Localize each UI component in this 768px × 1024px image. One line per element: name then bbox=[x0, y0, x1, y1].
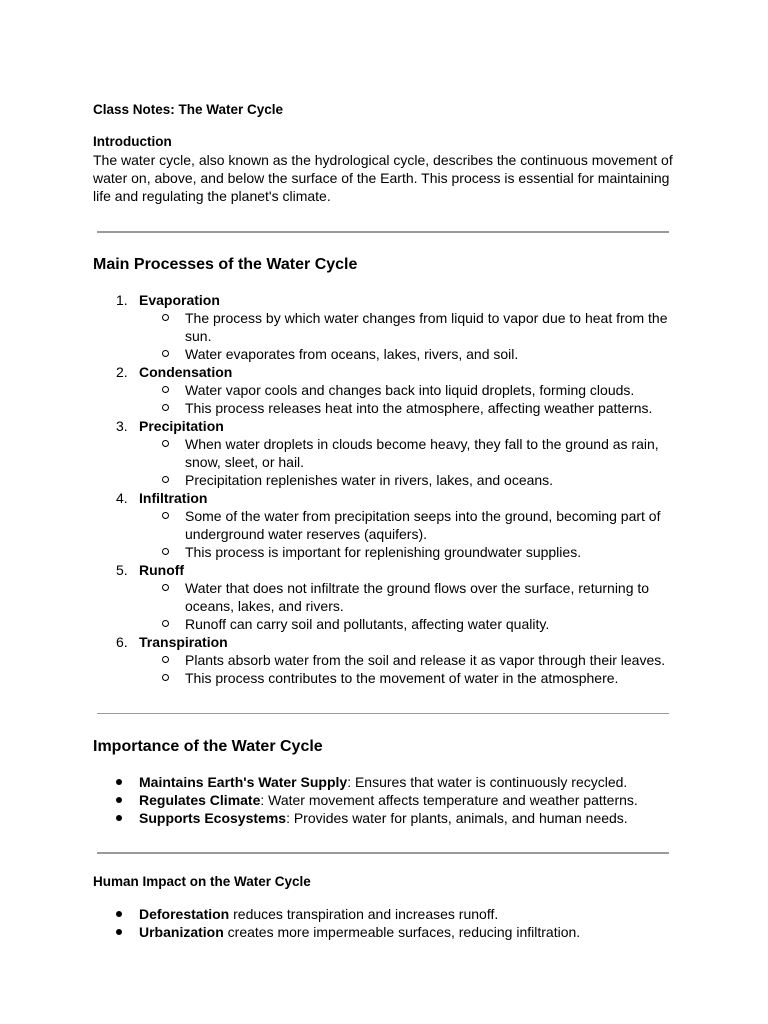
section-divider bbox=[97, 713, 669, 714]
process-item bbox=[93, 561, 683, 633]
process-name: Condensation bbox=[139, 364, 233, 380]
process-points bbox=[139, 579, 683, 633]
document-title: Class Notes: The Water Cycle bbox=[93, 102, 284, 117]
process-number: 6. bbox=[116, 634, 128, 650]
list-item bbox=[93, 773, 683, 791]
importance-term: Supports Ecosystems bbox=[139, 810, 287, 826]
impact-term: Urbanization bbox=[139, 924, 224, 940]
importance-list bbox=[93, 773, 683, 827]
process-number: 2. bbox=[116, 364, 128, 380]
list-item: When water droplets in clouds become heavy, they fall to the ground as rain, snow, sleet, or hail. bbox=[139, 435, 683, 471]
list-item bbox=[93, 905, 683, 923]
process-name: Transpiration bbox=[139, 634, 228, 650]
process-item bbox=[93, 417, 683, 489]
list-item bbox=[93, 809, 683, 827]
process-item bbox=[93, 489, 683, 561]
list-item: Water that does not infiltrate the ground flows over the surface, returning to oceans, lakes, and rivers. bbox=[139, 579, 683, 615]
list-item bbox=[93, 791, 683, 809]
list-item: Runoff can carry soil and pollutants, affecting water quality. bbox=[139, 615, 683, 633]
process-number: 5. bbox=[116, 562, 128, 578]
process-points bbox=[139, 381, 683, 417]
importance-text: : Ensures that water is continuously recycled. bbox=[347, 774, 628, 790]
importance-text: : Water movement affects temperature and weather patterns. bbox=[260, 792, 638, 808]
impact-list bbox=[93, 905, 683, 941]
process-name: Runoff bbox=[139, 562, 185, 578]
impact-term: Deforestation bbox=[139, 906, 230, 922]
processes-list bbox=[93, 291, 683, 687]
process-name: Evaporation bbox=[139, 292, 220, 308]
processes-heading: Main Processes of the Water Cycle bbox=[93, 256, 358, 273]
process-points bbox=[139, 651, 683, 687]
list-item: Some of the water from precipitation seeps into the ground, becoming part of underground water reserves (aquifers). bbox=[139, 507, 683, 543]
process-number: 1. bbox=[116, 292, 128, 308]
list-item: The process by which water changes from liquid to vapor due to heat from the sun. bbox=[139, 309, 683, 345]
process-number: 3. bbox=[116, 418, 128, 434]
process-points bbox=[139, 507, 683, 561]
list-item: Water vapor cools and changes back into liquid droplets, forming clouds. bbox=[139, 381, 683, 399]
list-item: Precipitation replenishes water in rivers, lakes, and oceans. bbox=[139, 471, 683, 489]
importance-term: Maintains Earth's Water Supply bbox=[139, 774, 348, 790]
document-content bbox=[93, 101, 683, 941]
list-item: This process releases heat into the atmosphere, affecting weather patterns. bbox=[139, 399, 683, 417]
section-divider bbox=[97, 231, 669, 233]
list-item: Water evaporates from oceans, lakes, rivers, and soil. bbox=[139, 345, 683, 363]
section-divider bbox=[97, 852, 669, 854]
list-item: Plants absorb water from the soil and release it as vapor through their leaves. bbox=[139, 651, 683, 669]
importance-text: : Provides water for plants, animals, and human needs. bbox=[286, 810, 628, 826]
importance-heading: Importance of the Water Cycle bbox=[93, 738, 323, 755]
intro-heading: Introduction bbox=[93, 134, 172, 149]
process-name: Infiltration bbox=[139, 490, 208, 506]
process-name: Precipitation bbox=[139, 418, 224, 434]
intro-paragraph: The water cycle, also known as the hydrological cycle, describes the continuous movement of water on, above, and below the surface of the Earth. This process is essential for maintaining life and regulating the planet's climate. bbox=[93, 152, 673, 204]
list-item: This process contributes to the movement of water in the atmosphere. bbox=[139, 669, 683, 687]
list-item: This process is important for replenishing groundwater supplies. bbox=[139, 543, 683, 561]
process-item bbox=[93, 291, 683, 363]
impact-text: creates more impermeable surfaces, reducing infiltration. bbox=[223, 924, 581, 940]
process-points bbox=[139, 309, 683, 363]
impact-heading: Human Impact on the Water Cycle bbox=[93, 874, 311, 889]
importance-term: Regulates Climate bbox=[139, 792, 261, 808]
process-item bbox=[93, 363, 683, 417]
process-item bbox=[93, 633, 683, 687]
impact-text: reduces transpiration and increases runoff. bbox=[229, 906, 499, 922]
process-points bbox=[139, 435, 683, 489]
list-item bbox=[93, 923, 683, 941]
process-number: 4. bbox=[116, 490, 128, 506]
